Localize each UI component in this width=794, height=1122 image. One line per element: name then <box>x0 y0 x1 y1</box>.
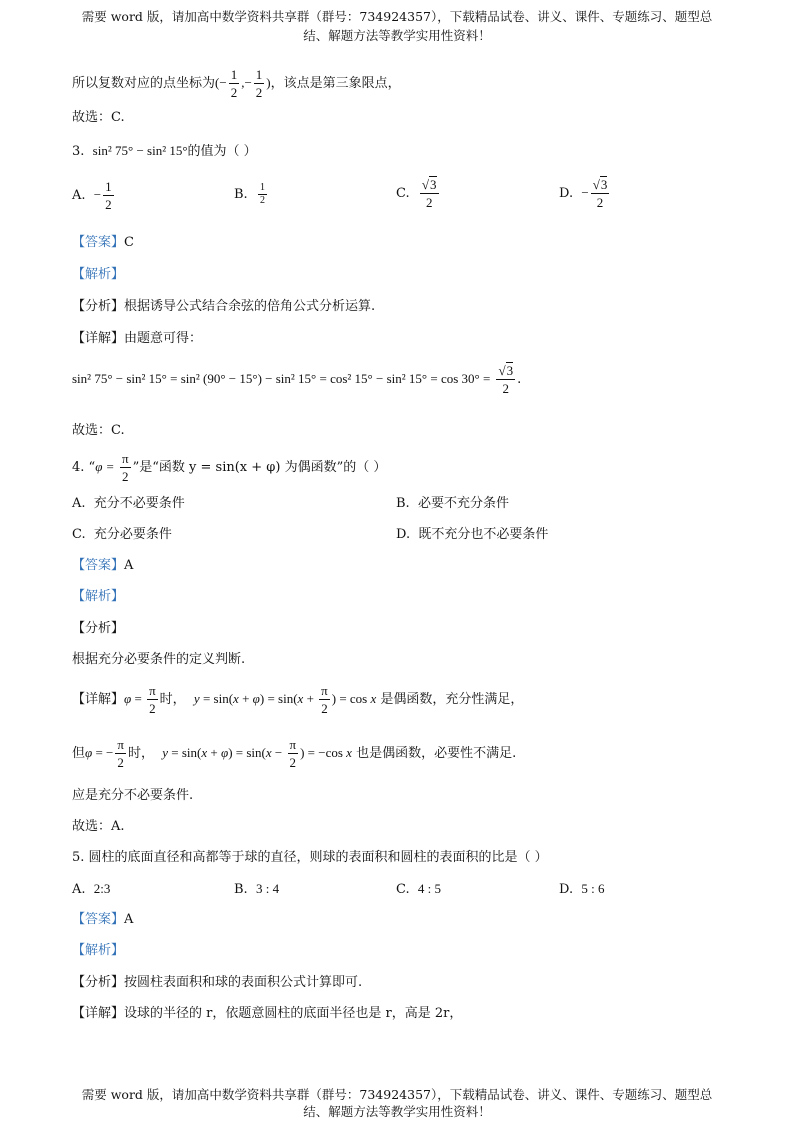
header-notice-line1: 需要 word 版，请加高中数学资料共享群（群号：734924357），下载精品试卷、讲义、课件、专题练习、题型总 <box>81 9 713 24</box>
q3-fenxi: 【分析】根据诱导公式结合余弦的倍角公式分析运算. <box>72 299 376 314</box>
q3-answer: 【答案】C <box>72 235 134 250</box>
q4-detail-1: 【详解】φ = $\frac{\pi}{2}$ 时， y = sin(x + φ) = sin(x + $\frac{\pi}{2}$ ) = cos x 是偶函数，充分性满足， <box>72 683 524 716</box>
q5-stem: 5. 圆柱的底面直径和高都等于球的直径，则球的表面积和圆柱的表面积的比是（ ） <box>72 850 548 865</box>
q4-detail-2: 但φ = − $\frac{\pi}{2}$ 时， y = sin(x + φ) = sin(x − $\frac{\pi}{2}$ ) = −cos x 也是偶函数，必要性不满足. <box>72 737 517 770</box>
q4-conclusion: 应是充分不必要条件. <box>72 788 194 803</box>
q3-analysis-tag: 【解析】 <box>72 267 125 282</box>
q3-choose: 故选：C. <box>72 423 125 438</box>
footer-notice-line2: 结、解题方法等教学实用性资料！ <box>303 1104 491 1119</box>
q5-fenxi: 【分析】按圆柱表面积和球的表面积公式计算即可. <box>72 975 363 990</box>
q4-choose: 故选：A. <box>72 819 125 834</box>
q4-fenxi: 根据充分必要条件的定义判断. <box>72 652 246 667</box>
q3-option-c: C. $\frac{√3}{2}$ <box>396 177 437 210</box>
q5-detail: 【详解】设球的半径的 r，依题意圆柱的底面半径也是 r，高是 2r， <box>72 1006 463 1021</box>
q5-option-a: A. 2:3 <box>72 881 111 897</box>
q4-option-b: B. 必要不充分条件 <box>396 496 509 511</box>
footer-notice-line1: 需要 word 版，请加高中数学资料共享群（群号：734924357），下载精品试卷、讲义、课件、专题练习、题型总 <box>81 1087 713 1102</box>
q5-option-d: D. 5 : 6 <box>559 881 605 897</box>
q3-stem: 3. sin² 75° − sin² 15°的值为（ ） <box>72 143 257 159</box>
q4-analysis-tag: 【解析】 <box>72 589 125 604</box>
header-notice-line2: 结、解题方法等教学实用性资料！ <box>303 28 491 43</box>
prev-text-after: ，该点是第三象限点， <box>270 76 401 91</box>
q3-option-a: A. − $\frac{1}{2}$ <box>72 179 112 212</box>
q5-answer: 【答案】A <box>72 912 134 927</box>
q4-stem: 4. “φ = $\frac{\pi}{2}$ ”是“函数 y = sin(x + φ) 为偶函数”的（ ） <box>72 451 387 484</box>
q3-option-d: D. − $\frac{√3}{2}$ <box>559 177 608 210</box>
q4-fenxi-tag: 【分析】 <box>72 621 125 636</box>
q5-analysis-tag: 【解析】 <box>72 943 125 958</box>
prev-text-before: 所以复数对应的点坐标为 <box>72 76 216 91</box>
q3-detail: 【详解】由题意可得： <box>72 331 203 346</box>
prev-choose: 故选：C. <box>72 110 125 125</box>
prev-coordinate-line: 所以复数对应的点坐标为(− $\frac{1}{2}$ ,− $\frac{1}{2}$ )，该点是第三象限点， <box>72 67 401 100</box>
q4-option-d: D. 既不充分也不必要条件 <box>396 527 549 542</box>
q5-option-b: B. 3 : 4 <box>234 881 280 897</box>
q5-option-c: C. 4 : 5 <box>396 881 442 897</box>
q3-equation: sin² 75° − sin² 15° = sin² (90° − 15°) − sin² 15° = cos² 15° − sin² 15° = cos 30° = $\frac{√3}{2}$ . <box>72 363 522 396</box>
q4-answer: 【答案】A <box>72 558 134 573</box>
q4-option-c: C. 充分必要条件 <box>72 527 172 542</box>
q3-option-b: B. $\frac{1}{2}$ <box>234 182 265 206</box>
q4-option-a: A. 充分不必要条件 <box>72 496 185 511</box>
q3-expression: sin² 75° − sin² 15° <box>92 143 188 158</box>
